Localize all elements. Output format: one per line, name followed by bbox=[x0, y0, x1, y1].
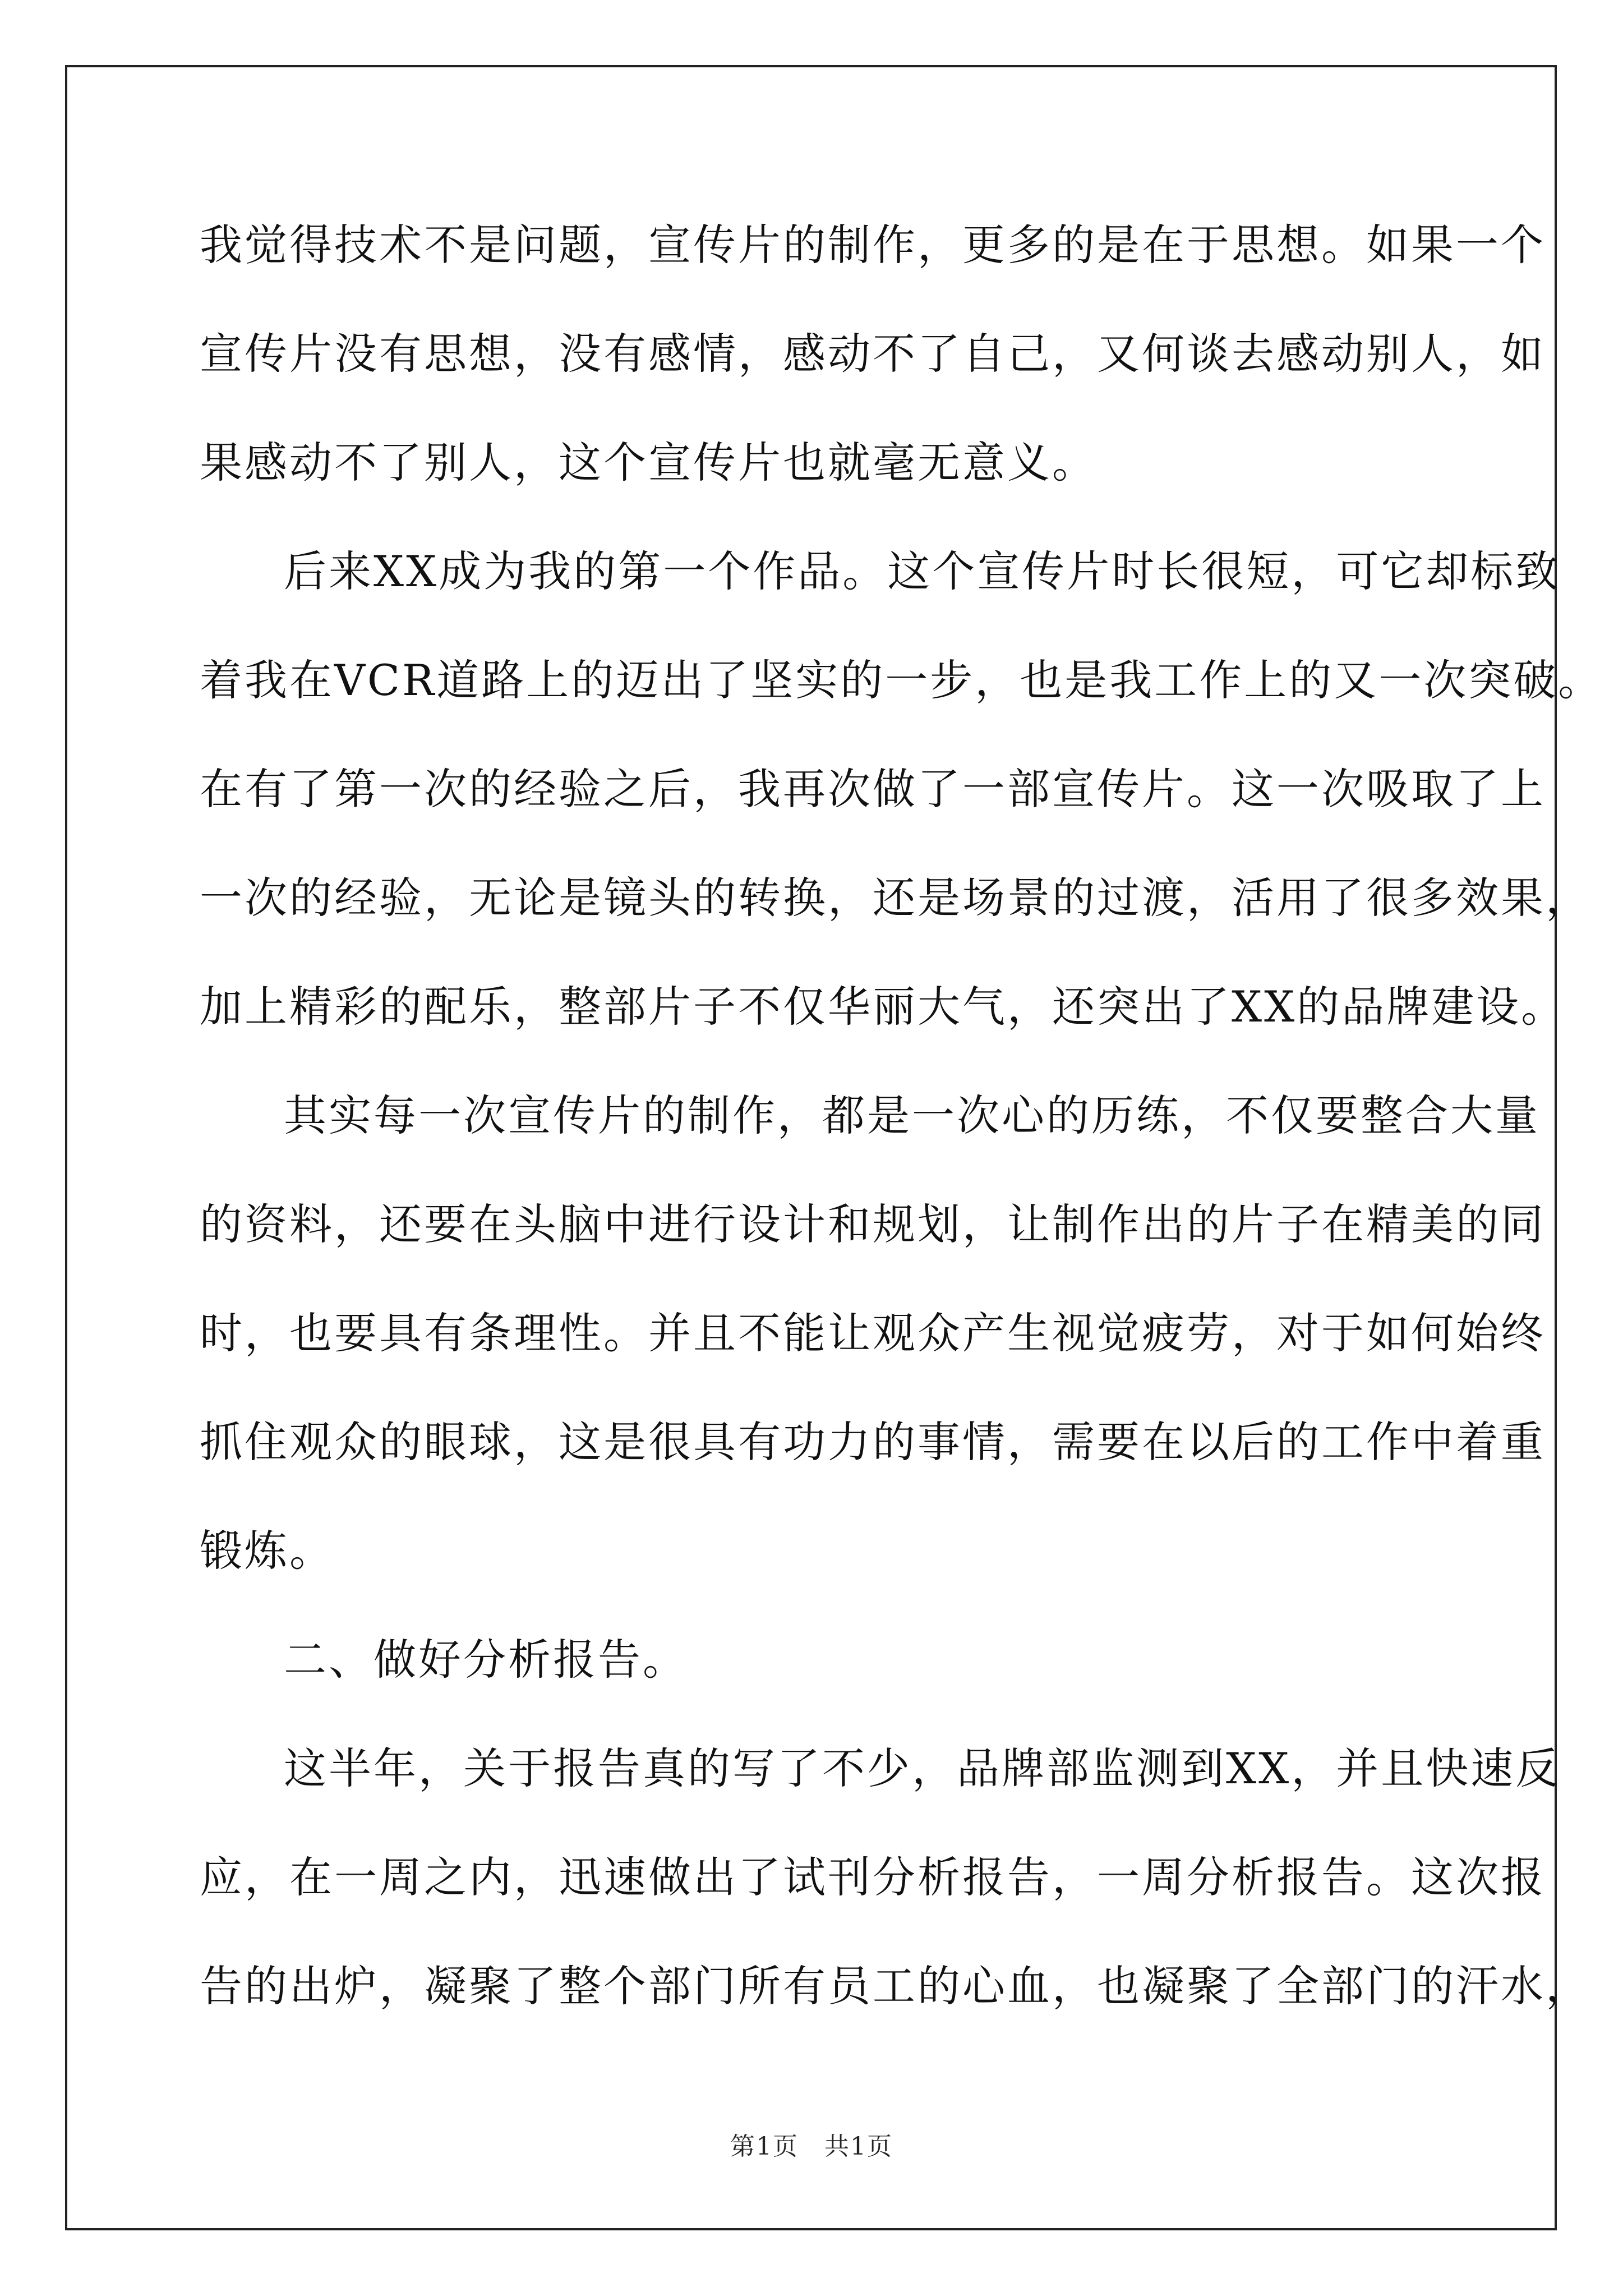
text-line: 加上精彩的配乐，整部片子不仅华丽大气，还突出了XX的品牌建设。 bbox=[200, 982, 1566, 1032]
text-line: 宣传片没有思想，没有感情，感动不了自己，又何谈去感动别人，如 bbox=[200, 329, 1546, 379]
text-line: 在有了第一次的经验之后，我再次做了一部宣传片。这一次吸取了上 bbox=[200, 764, 1546, 814]
text-line: 我觉得技术不是问题，宣传片的制作，更多的是在于思想。如果一个 bbox=[200, 220, 1546, 270]
text-line: 应，在一周之内，迅速做出了试刊分析报告，一周分析报告。这次报 bbox=[200, 1852, 1546, 1902]
paragraph-start-line: 其实每一次宣传片的制作，都是一次心的历练，不仅要整合大量 bbox=[284, 1091, 1540, 1140]
text-line: 果感动不了别人，这个宣传片也就毫无意义。 bbox=[200, 438, 1097, 487]
page-footer: 第1页 共1页 bbox=[730, 2132, 893, 2161]
text-line: 抓住观众的眼球，这是很具有功力的事情，需要在以后的工作中着重 bbox=[200, 1417, 1546, 1467]
paragraph-start-line: 后来XX成为我的第一个作品。这个宣传片时长很短，可它却标致 bbox=[284, 546, 1561, 596]
text-line: 时，也要具有条理性。并且不能让观众产生视觉疲劳，对于如何始终 bbox=[200, 1308, 1546, 1358]
text-line: 告的出炉，凝聚了整个部门所有员工的心血，也凝聚了全部门的汗水， bbox=[200, 1961, 1590, 2011]
section-heading: 二、做好分析报告。 bbox=[284, 1635, 688, 1685]
document-body bbox=[200, 191, 1603, 2041]
paragraph-start-line: 这半年，关于报告真的写了不少，品牌部监测到XX，并且快速反 bbox=[284, 1743, 1561, 1793]
text-line: 一次的经验，无论是镜头的转换，还是场景的过渡，活用了很多效果， bbox=[200, 873, 1590, 923]
text-line: 着我在VCR道路上的迈出了坚实的一步，也是我工作上的又一次突破。 bbox=[200, 655, 1603, 705]
text-line: 的资料，还要在头脑中进行设计和规划，让制作出的片子在精美的同 bbox=[200, 1199, 1546, 1249]
text-line: 锻炼。 bbox=[200, 1526, 334, 1576]
